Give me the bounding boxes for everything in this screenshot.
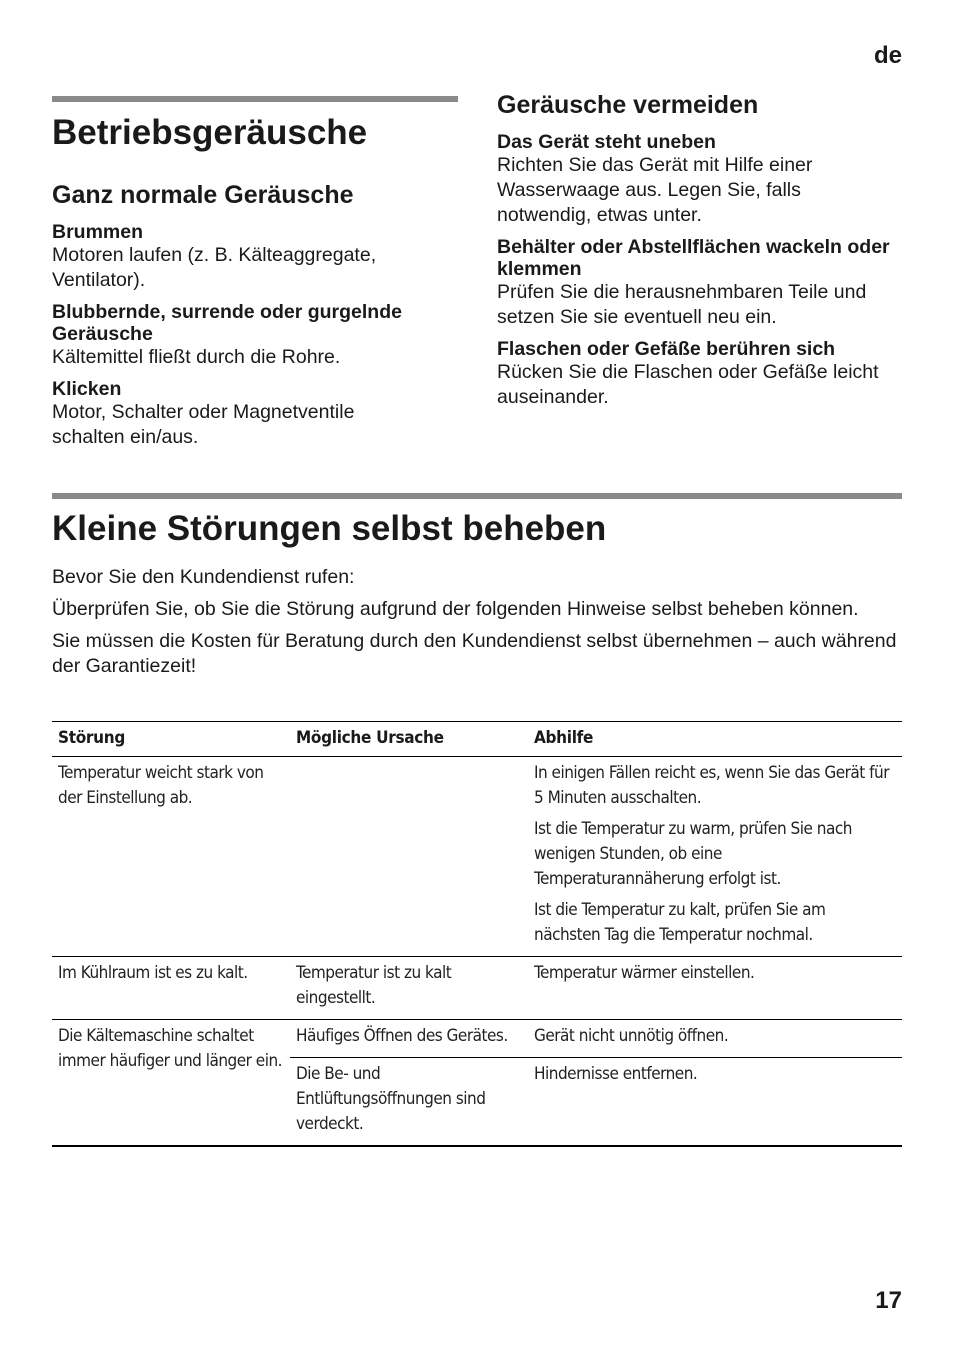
avoid-item-text: Richten Sie das Gerät mit Hilfe einer Wasserwaage aus. Legen Sie, falls notwendig, etwas unter. — [497, 154, 813, 226]
column-header-fault: Störung — [52, 722, 290, 757]
cause-cell: Temperatur ist zu kalt eingestellt. — [290, 957, 528, 1020]
noise-item-text: Motoren laufen (z. B. Kälteaggregate, Ventilator). — [52, 244, 377, 291]
section-rule-left — [52, 96, 458, 102]
remedy-cell: Temperatur wärmer einstellen. — [528, 957, 902, 1020]
avoid-item-title: Das Gerät steht uneben — [497, 131, 716, 153]
avoid-item — [497, 236, 897, 330]
cause-cell — [290, 757, 528, 957]
fault-cell: Temperatur weicht stark von der Einstellung ab. — [58, 763, 264, 808]
noise-item-title: Brummen — [52, 221, 144, 243]
remedy-cell: Hindernisse entfernen. — [528, 1058, 902, 1147]
troubleshooting-title: Kleine Störungen selbst beheben — [52, 509, 607, 548]
remedy-cell: Gerät nicht unnötig öffnen. — [528, 1020, 902, 1058]
avoid-noises-heading: Geräusche vermeiden — [497, 91, 759, 119]
noise-item-text: Kältemittel fließt durch die Rohre. — [52, 346, 341, 368]
noise-item — [52, 378, 462, 450]
noise-item-title: Klicken — [52, 378, 122, 400]
fault-cell: Im Kühlraum ist es zu kalt. — [52, 957, 290, 1020]
table-row — [52, 1020, 902, 1058]
noise-item — [52, 221, 462, 293]
intro-paragraph: Bevor Sie den Kundendienst rufen: — [52, 566, 355, 588]
normal-noises-heading: Ganz normale Geräusche — [52, 181, 354, 209]
noise-item — [52, 301, 462, 370]
remedy-cell — [528, 757, 902, 957]
cause-cell: Die Be- und Entlüftungsöffnungen sind verdeckt. — [290, 1058, 528, 1147]
avoid-item-text: Prüfen Sie die herausnehmbaren Teile und setzen Sie sie eventuell neu ein. — [497, 281, 867, 328]
remedy-text: In einigen Fällen reicht es, wenn Sie das Gerät für 5 Minuten ausschalten. — [534, 763, 889, 808]
troubleshooting-intro — [52, 565, 902, 686]
normal-noises-column — [52, 180, 462, 458]
avoid-item-title: Behälter oder Abstellflächen wackeln oder klemmen — [497, 236, 890, 280]
table-row — [52, 957, 902, 1020]
language-tag: de — [873, 42, 902, 69]
avoid-noises-column — [497, 90, 897, 418]
column-header-cause: Mögliche Ursache — [290, 722, 528, 757]
noise-item-title: Blubbernde, surrende oder gurgelnde Geräusche — [52, 301, 402, 345]
troubleshooting-table — [52, 721, 902, 1147]
remedy-text: Ist die Temperatur zu kalt, prüfen Sie am nächsten Tag die Temperatur nochmal. — [534, 900, 826, 945]
column-header-remedy: Abhilfe — [528, 722, 902, 757]
section-rule-full — [52, 493, 902, 499]
page-number: 17 — [875, 1287, 902, 1314]
remedy-text: Ist die Temperatur zu warm, prüfen Sie nach wenigen Stunden, ob eine Temperaturannäherung erfolgt ist. — [534, 819, 852, 889]
intro-paragraph: Sie müssen die Kosten für Beratung durch den Kundendienst selbst übernehmen – auch während der Garantiezeit! — [52, 630, 897, 677]
noise-item-text: Motor, Schalter oder Magnetventile schalten ein/aus. — [52, 401, 355, 448]
intro-paragraph: Überprüfen Sie, ob Sie die Störung aufgrund der folgenden Hinweise selbst beheben können. — [52, 598, 859, 620]
table-row — [52, 757, 902, 957]
avoid-item — [497, 131, 897, 228]
avoid-item — [497, 338, 897, 410]
cause-cell: Häufiges Öffnen des Gerätes. — [290, 1020, 528, 1058]
avoid-item-title: Flaschen oder Gefäße berühren sich — [497, 338, 836, 360]
fault-cell: Die Kältemaschine schaltet immer häufiger und länger ein. — [52, 1020, 290, 1147]
table-header-row — [52, 722, 902, 757]
avoid-item-text: Rücken Sie die Flaschen oder Gefäße leicht auseinander. — [497, 361, 879, 408]
page-title-noise: Betriebsgeräusche — [52, 113, 368, 152]
